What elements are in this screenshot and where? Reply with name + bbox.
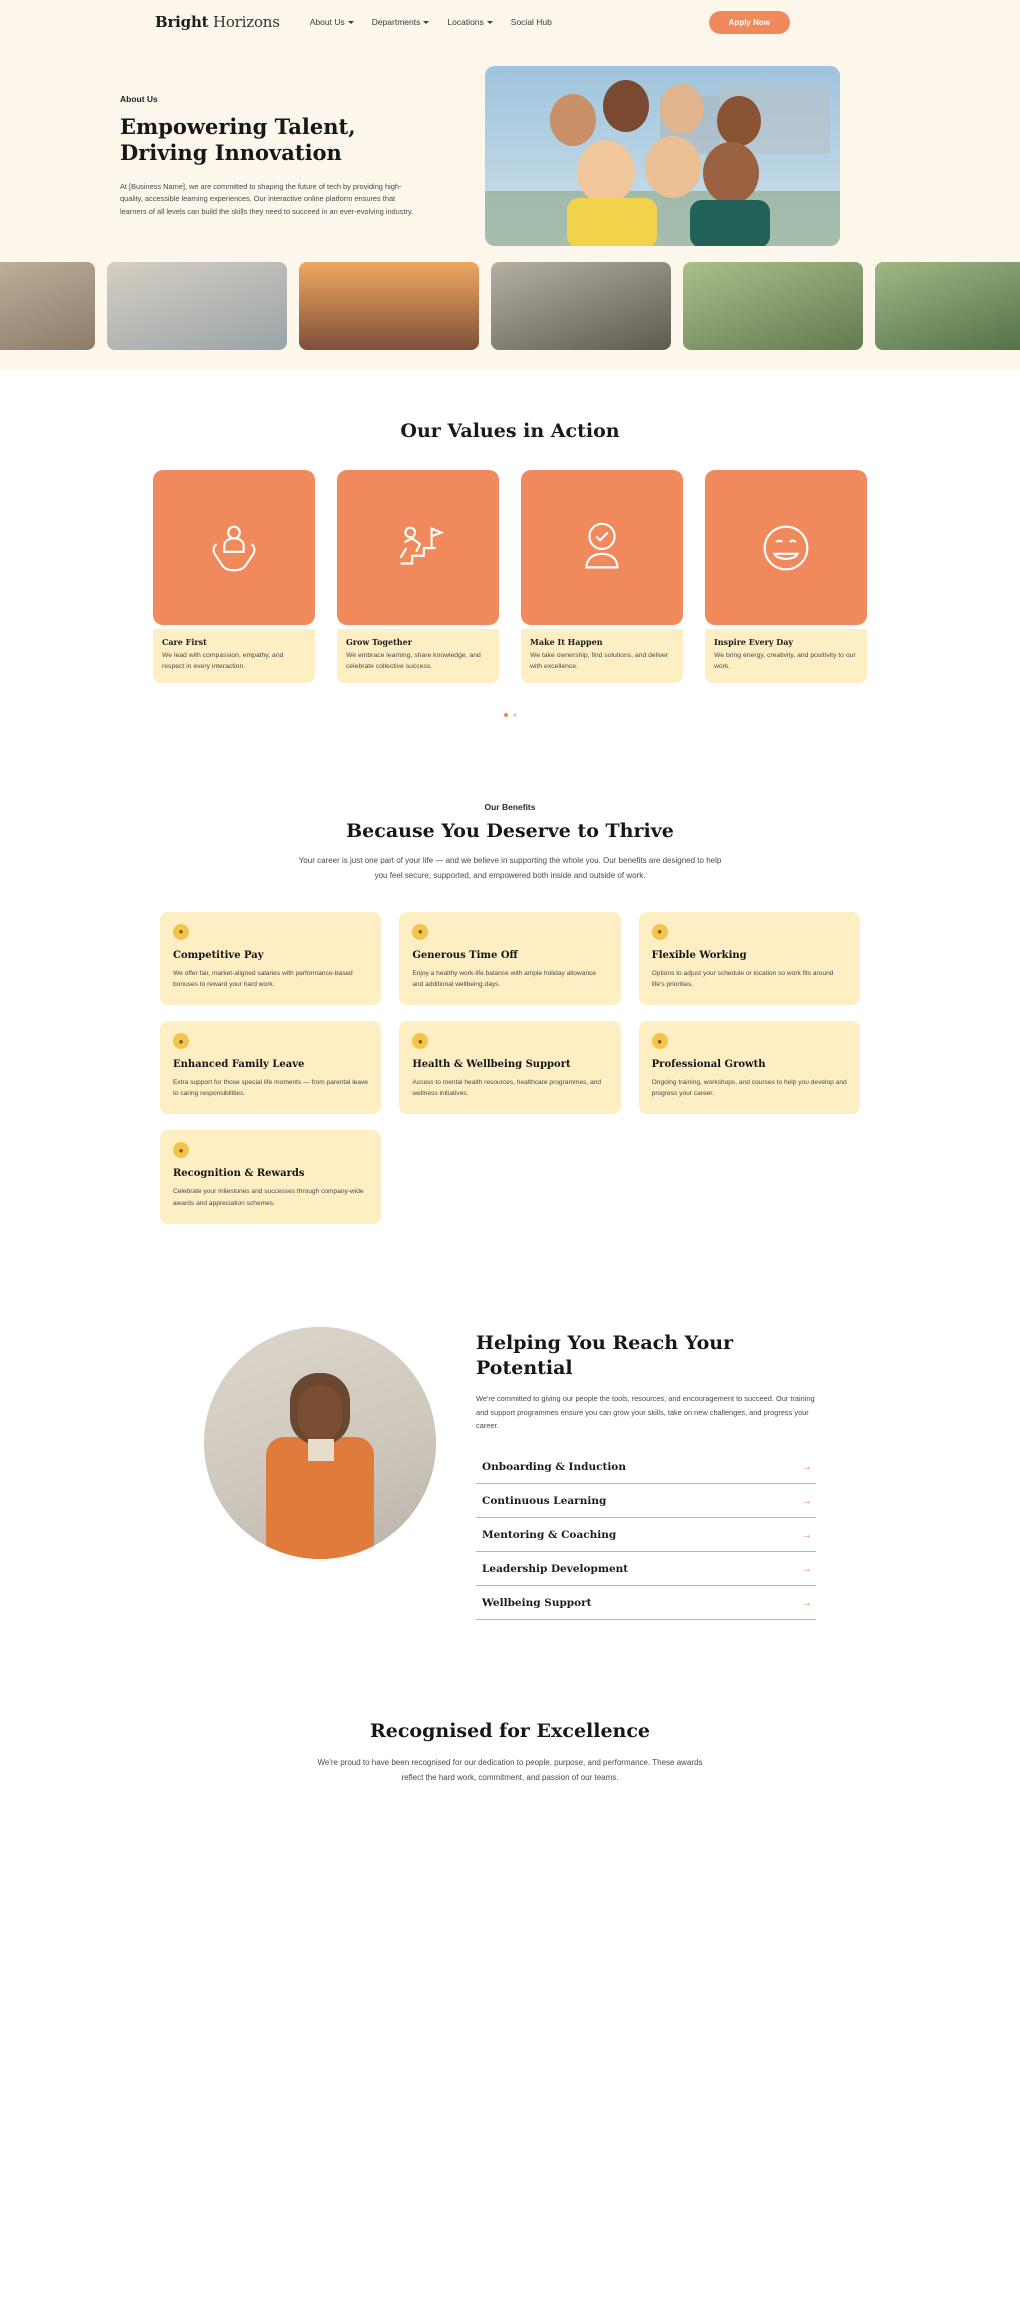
strip-image-4 xyxy=(491,262,671,350)
trophy-icon: ● xyxy=(173,1142,189,1158)
values-section xyxy=(0,370,1020,757)
potential-copy xyxy=(476,1309,816,1620)
benefit-desc: We offer fair, market-aligned salaries with performance-based bonuses to reward your hard work. xyxy=(173,969,353,988)
person-climbing-steps-flag-icon xyxy=(387,517,449,579)
chevron-down-icon xyxy=(423,21,429,24)
value-desc: We bring energy, creativity, and positivity to our work. xyxy=(714,652,856,670)
accordion-item-mentoring-coaching[interactable] xyxy=(476,1518,816,1552)
value-name: Care First xyxy=(162,637,207,647)
benefits-grid xyxy=(160,912,860,1224)
benefit-name: Health & Wellbeing Support xyxy=(412,1059,571,1071)
hero-body-text: At [Business Name], we are committed to shaping the future of tech by providing high-quality, accessible learning experiences. Our interactive online platform ensures that learners of all levels can build the skills they need to succeed in an ever-evolving industry. xyxy=(120,181,414,217)
benefit-card-flexible-working[interactable] xyxy=(639,912,860,1005)
potential-title: Helping You Reach Your Potential xyxy=(476,1331,734,1379)
benefit-card-competitive-pay[interactable] xyxy=(160,912,381,1005)
family-icon: ● xyxy=(173,1033,189,1049)
hero-eyebrow: About Us xyxy=(120,94,158,104)
main-navigation xyxy=(310,17,552,27)
value-icon-box xyxy=(521,470,683,625)
accordion-item-wellbeing-support[interactable] xyxy=(476,1586,816,1620)
logo-bold-text: Bright xyxy=(155,13,209,31)
benefit-desc: Celebrate your milestones and successes through company-wide awards and appreciation schemes. xyxy=(173,1188,364,1207)
site-header xyxy=(0,0,1020,44)
benefit-desc: Extra support for those special life moments — from parental leave to caring responsibilities. xyxy=(173,1079,368,1098)
awards-title: Recognised for Excellence xyxy=(369,1720,651,1743)
portrait-image xyxy=(204,1327,436,1559)
benefit-name: Recognition & Rewards xyxy=(173,1168,305,1180)
benefit-name: Flexible Working xyxy=(651,949,747,961)
awards-section xyxy=(0,1690,1020,1826)
smiley-face-icon xyxy=(755,517,817,579)
nav-label: About Us xyxy=(309,17,345,27)
values-grid xyxy=(150,470,870,683)
benefits-eyebrow: Our Benefits xyxy=(484,802,536,813)
hero-image xyxy=(485,66,840,246)
benefit-card-enhanced-family-leave[interactable] xyxy=(160,1021,381,1114)
benefit-name: Competitive Pay xyxy=(173,949,264,961)
photo-strip xyxy=(0,246,1020,370)
value-icon-box xyxy=(705,470,867,625)
arrow-right-icon: → xyxy=(801,1461,812,1474)
awards-subtitle: We're proud to have been recognised for our dedication to people, purpose, and performance. These awards reflect the hard work, commitment, and passion of our teams. xyxy=(317,1758,703,1783)
benefits-title: Because You Deserve to Thrive xyxy=(346,820,674,843)
carousel-dot-1[interactable] xyxy=(504,713,508,717)
value-icon-box xyxy=(337,470,499,625)
apply-now-button[interactable]: Apply Now xyxy=(709,11,790,34)
hero-section xyxy=(0,44,1020,246)
calendar-icon: ● xyxy=(652,924,668,940)
accordion-label: Continuous Learning xyxy=(482,1495,607,1508)
value-name: Make It Happen xyxy=(530,637,603,647)
benefit-desc: Access to mental health resources, healthcare programmes, and wellness initiatives. xyxy=(412,1079,602,1098)
strip-image-3 xyxy=(299,262,479,350)
arrow-right-icon: → xyxy=(801,1495,812,1508)
strip-image-2 xyxy=(107,262,287,350)
heart-icon: ● xyxy=(412,1033,428,1049)
value-card-inspire-every-day[interactable] xyxy=(705,470,867,683)
accordion-item-leadership-development[interactable] xyxy=(476,1552,816,1586)
clock-icon: ● xyxy=(412,924,428,940)
nav-item-departments[interactable] xyxy=(372,17,430,27)
site-logo[interactable] xyxy=(155,13,280,31)
coin-icon: ● xyxy=(173,924,189,940)
benefit-desc: Enjoy a healthy work-life balance with ample holiday allowance and additional wellbeing days. xyxy=(412,969,596,988)
value-desc: We take ownership, find solutions, and deliver with excellence. xyxy=(530,652,669,670)
benefit-desc: Options to adjust your schedule or location so work fits around life's priorities. xyxy=(651,969,834,988)
benefit-name: Professional Growth xyxy=(651,1059,766,1071)
arrow-right-icon: → xyxy=(801,1563,812,1576)
value-card-care-first[interactable] xyxy=(153,470,315,683)
hero-copy xyxy=(120,66,440,219)
nav-label: Locations xyxy=(447,17,484,27)
benefit-card-professional-growth[interactable] xyxy=(639,1021,860,1114)
arrow-right-icon: → xyxy=(801,1529,812,1542)
chevron-down-icon xyxy=(348,21,354,24)
arrow-right-icon: → xyxy=(801,1597,812,1610)
accordion-item-continuous-learning[interactable] xyxy=(476,1484,816,1518)
nav-item-about-us[interactable] xyxy=(310,17,354,27)
value-name: Inspire Every Day xyxy=(714,637,794,647)
accordion-label: Mentoring & Coaching xyxy=(482,1529,617,1542)
nav-label: Social Hub xyxy=(510,17,552,27)
nav-item-locations[interactable] xyxy=(447,17,492,27)
benefit-name: Generous Time Off xyxy=(412,949,518,961)
carousel-dot-2[interactable] xyxy=(513,713,517,717)
strip-image-1 xyxy=(0,262,95,350)
value-card-make-it-happen[interactable] xyxy=(521,470,683,683)
accordion-item-onboarding-induction[interactable] xyxy=(476,1450,816,1484)
nav-label: Departments xyxy=(371,17,421,27)
potential-body-text: We're committed to giving our people the tools, resources, and encouragement to succeed. Our training and support programmes ensure you can grow your skills, take on new challenges, and progress your career. xyxy=(476,1394,815,1430)
accordion-label: Wellbeing Support xyxy=(482,1597,592,1610)
hands-holding-person-icon xyxy=(203,517,265,579)
value-desc: We lead with compassion, empathy, and respect in every interaction. xyxy=(162,652,284,670)
value-name: Grow Together xyxy=(346,637,412,647)
logo-light-text: Horizons xyxy=(208,13,280,31)
benefit-card-recognition-rewards[interactable] xyxy=(160,1130,381,1223)
person-with-check-icon xyxy=(571,517,633,579)
carousel-pagination[interactable] xyxy=(0,713,1020,717)
strip-image-5 xyxy=(683,262,863,350)
benefit-card-health-wellbeing-support[interactable] xyxy=(399,1021,620,1114)
chevron-down-icon xyxy=(487,21,493,24)
growth-icon: ● xyxy=(652,1033,668,1049)
benefits-section xyxy=(0,757,1020,1284)
potential-section xyxy=(0,1284,1020,1690)
value-desc: We embrace learning, share knowledge, and celebrate collective success. xyxy=(346,652,481,670)
benefit-desc: Ongoing training, workshops, and courses to help you develop and progress your career. xyxy=(651,1079,847,1098)
values-title: Our Values in Action xyxy=(400,420,620,442)
benefit-card-generous-time-off[interactable] xyxy=(399,912,620,1005)
benefit-name: Enhanced Family Leave xyxy=(173,1059,305,1071)
accordion-label: Onboarding & Induction xyxy=(482,1461,626,1474)
strip-image-6 xyxy=(875,262,1020,350)
page-title: Empowering Talent, Driving Innovation xyxy=(120,114,356,166)
benefits-subtitle: Your career is just one part of your life — and we believe in supporting the whole you. Our benefits are designed to help you feel secure, supported, and empowered both inside and outside of work. xyxy=(298,856,722,880)
value-card-grow-together[interactable] xyxy=(337,470,499,683)
nav-item-social-hub[interactable] xyxy=(511,17,552,27)
accordion-label: Leadership Development xyxy=(482,1563,629,1576)
value-icon-box xyxy=(153,470,315,625)
